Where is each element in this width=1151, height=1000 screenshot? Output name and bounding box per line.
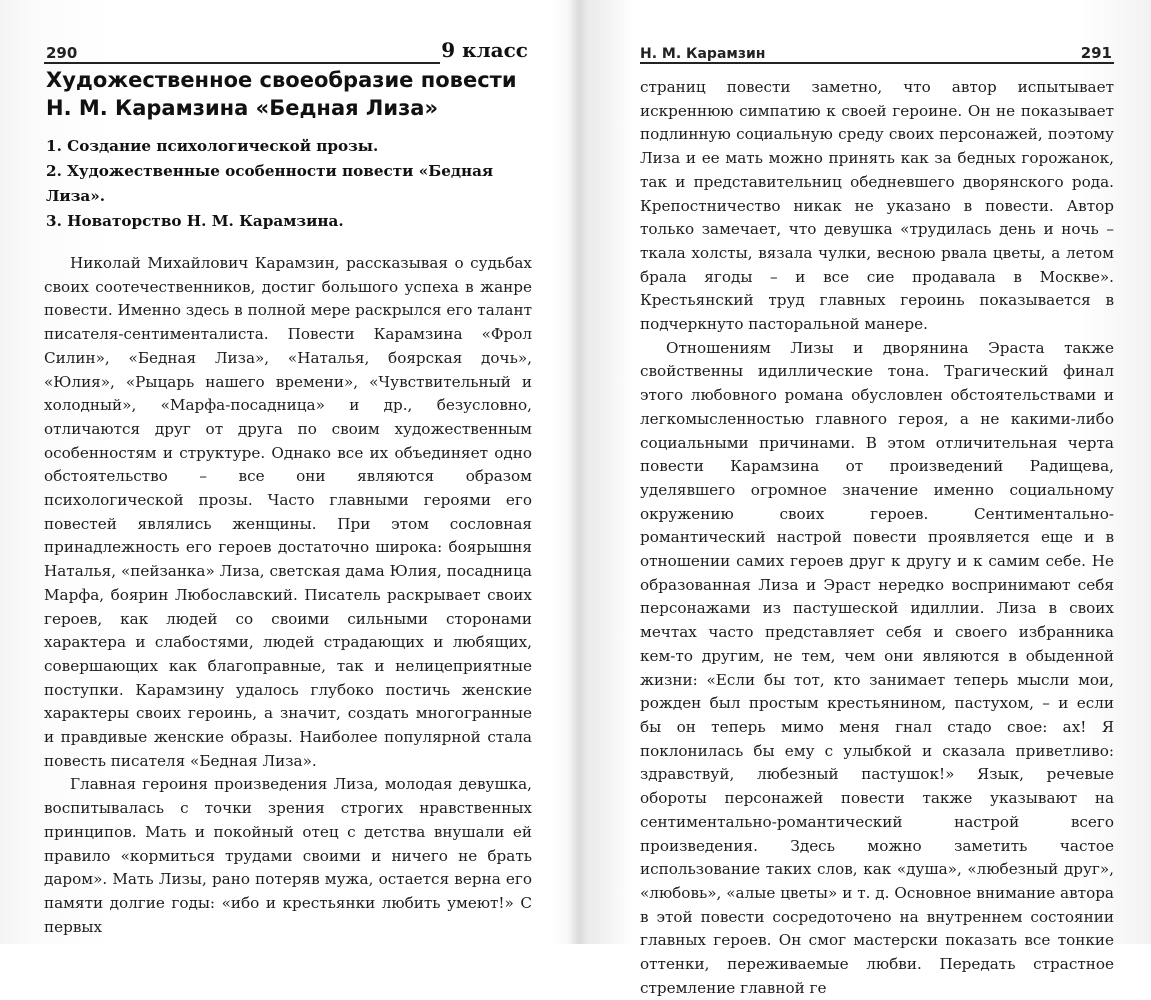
plan-item: 1. Создание психологической прозы. <box>46 137 379 155</box>
right-page-header <box>640 40 1114 70</box>
chapter-title <box>46 66 532 122</box>
page-number: 290 <box>46 44 78 62</box>
plan-item: 3. Новаторство Н. М. Карамзина. <box>46 212 344 230</box>
header-rule <box>640 62 1114 64</box>
book-gutter <box>568 0 590 944</box>
essay-plan <box>46 134 532 234</box>
page-number: 291 <box>1080 44 1112 62</box>
paragraph: Отношениям Лизы и дворянина Эраста также свойственны идиллические тона. Трагический финал этого любовного романа обусловлен обстоятельствами и легкомысленностью главного героя, а не какими-либо социальными причинами. В этом отличительная черта повести Карамзина от произведений Радищева, уделявшего огромное значение именно социальному окружению своих героев. Сентиментально-романтический настрой повести проявляется еще и в отношении самих героев друг к другу и к самим себе. Не образованная Лиза и Эраст нередко воспринимают себя персонажами из пастушеской идиллии. Лиза в своих мечтах часто представляет себя и своего избранника кем-то другим, не тем, чем они являются в обыденной жизни: «Если бы тот, кто занимает теперь мысли мои, рожден был простым крестьянином, пастухом, – и если бы он теперь мимо меня гнал стадо свое: ах! Я поклонилась бы ему с улыбкой и сказала приветливо: здравствуй, любезный пастушок!» Язык, речевые обороты персонажей повести также указывают на сентиментально-романтический настрой всего произведения. Здесь можно заметить частое использование таких слов, как «душа», «любезный друг», «любовь», «алые цветы» и т. д. Основное внимание автора в этой повести сосредоточено на внутреннем состоянии главных героев. Он смог мастерски показать все тонкие оттенки, переживаемые любви. Передать страстное стремление главной ге <box>640 338 1114 997</box>
paragraph: страниц повести заметно, что автор испытывает искреннюю симпатию к своей героине. Он не показывает подлинную социальную среду своих персонажей, поэтому Лиза и ее мать можно принять как за бедных горожанок, так и представительниц обедневшего дворянского рода. Крепостничество никак не указано в повести. Автор только замечает, что девушка «трудилась день и ночь – ткала холсты, вязала чулки, весною рвала цветы, а летом брала ягоды – и все сие продавала в Москве». Крестьянский труд главных героинь показывается в подчеркнуто пасторальной манере. <box>640 78 1114 334</box>
header-rule <box>44 62 440 64</box>
chapter-title-line: Н. М. Карамзина «Бедная Лиза» <box>46 96 439 120</box>
chapter-title-line: Художественное своеобразие повести <box>46 68 517 92</box>
running-head: Н. М. Карамзин <box>640 46 766 62</box>
grade-label: 9 класс <box>441 38 528 62</box>
paragraph: Главная героиня произведения Лиза, молодая девушка, воспитывалась с точки зрения строгих нравственных принципов. Мать и покойный отец с детства внушали ей правило «кормиться трудами своими и ничего не брать даром». Мать Лизы, рано потеряв мужа, остается верна его памяти долгие годы: «ибо и крестьянки любить умеют!» С первых <box>44 775 532 936</box>
plan-item: 2. Художественные особенности повести «Бедная Лиза». <box>46 162 494 205</box>
right-body-text <box>640 76 1114 1000</box>
paragraph: Николай Михайлович Карамзин, рассказывая о судьбах своих соотечественников, достиг большого успеха в жанре повести. Именно здесь в полной мере раскрылся его талант писателя-сентименталиста. Повести Карамзина «Фрол Силин», «Бедная Лиза», «Наталья, боярская дочь», «Юлия», «Рыцарь нашего времени», «Чувствительный и холодный», «Марфа-посадница» и др., безусловно, отличаются друг от друга по своим художественным особенностям и структуре. Однако все их объединяет одно обстоятельство – все они являются образом психологической прозы. Часто главными героями его повестей являлись женщины. При этом сословная принадлежность его героев достаточно широка: боярышня Наталья, «пейзанка» Лиза, светская дама Юлия, посадница Марфа, боярин Любославский. Писатель раскрывает своих героев, как людей со своими сильными сторонами характера и слабостями, людей страдающих и любящих, совершающих как благоправные, так и нелицеприятные поступки. Карамзину удалось глубоко постичь женские характеры своих героинь, а значит, создать многогранные и правдивые женские образы. Наиболее популярной стала повесть писателя «Бедная Лиза». <box>44 254 532 770</box>
left-body-text <box>44 252 532 939</box>
